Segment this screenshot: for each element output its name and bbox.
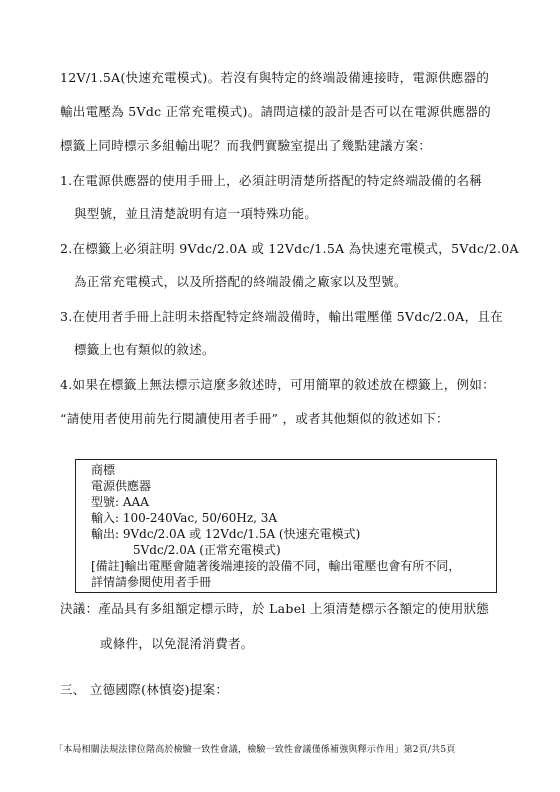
item-1-line-1: 1.在電源供應器的使用手冊上，必須註明清楚所搭配的特定終端設備的名稱 xyxy=(60,173,483,188)
label-line-output-normal: 5Vdc/2.0A (正常充電模式) xyxy=(133,543,281,557)
label-line-output: 輸出: 9Vdc/2.0A 或 12Vdc/1.5A (快速充電模式) xyxy=(91,527,361,541)
label-line-product: 電源供應器 xyxy=(91,479,152,493)
label-line-model: 型號: AAA xyxy=(91,495,149,509)
intro-line-1: 12V/1.5A(快速充電模式)。若沒有與特定的終端設備連接時，電源供應器的 xyxy=(60,70,490,85)
intro-line-2: 輸出電壓為 5Vdc 正常充電模式)。請問這樣的設計是否可以在電源供應器的 xyxy=(60,104,491,119)
item-1-line-2: 與型號，並且清楚說明有這一項特殊功能。 xyxy=(74,206,318,221)
label-example-box xyxy=(75,459,497,593)
intro-line-3: 標籤上同時標示多組輸出呢？而我們實驗室提出了幾點建議方案： xyxy=(60,138,432,153)
section-heading: 三、 立德國際(林慎姿)提案： xyxy=(60,682,229,697)
resolution-line-1: 決議：產品具有多組額定標示時，於 Label 上須清楚標示各額定的使用狀態 xyxy=(60,601,490,616)
page-footer: 「本局相關法規法律位階高於檢驗一致性會議，檢驗一致性會議僅係補強與釋示作用」第2頁/共5頁 xyxy=(54,745,456,755)
item-4-line-2: “請使用者使用前先行閱讀使用者手冊” ，或者其他類似的敘述如下： xyxy=(60,411,449,426)
item-4-line-1: 4.如果在標籤上無法標示這麼多敘述時，可用簡單的敘述放在標籤上，例如： xyxy=(60,377,495,392)
item-2-line-2: 為正常充電模式，以及所搭配的終端設備之廠家以及型號。 xyxy=(74,274,407,289)
item-3-line-1: 3.在使用者手冊上註明未搭配特定終端設備時，輸出電壓僅 5Vdc/2.0A，且在 xyxy=(60,309,504,324)
label-line-input: 輸入: 100-240Vac, 50/60Hz, 3A xyxy=(91,511,278,525)
label-line-note: [備註]輸出電壓會隨著後端連接的設備不同，輸出電壓也會有所不同， xyxy=(91,559,461,573)
label-line-brand: 商標 xyxy=(91,463,116,477)
item-2-line-1: 2.在標籤上必須註明 9Vdc/2.0A 或 12Vdc/1.5A 為快速充電模式，5Vdc/2.0A xyxy=(60,241,519,256)
label-line-note-cont: 詳情請參閱使用者手冊 xyxy=(91,575,212,589)
resolution-line-2: 或條件，以免混淆消費者。 xyxy=(100,636,254,651)
item-3-line-2: 標籤上也有類似的敘述。 xyxy=(74,342,215,357)
